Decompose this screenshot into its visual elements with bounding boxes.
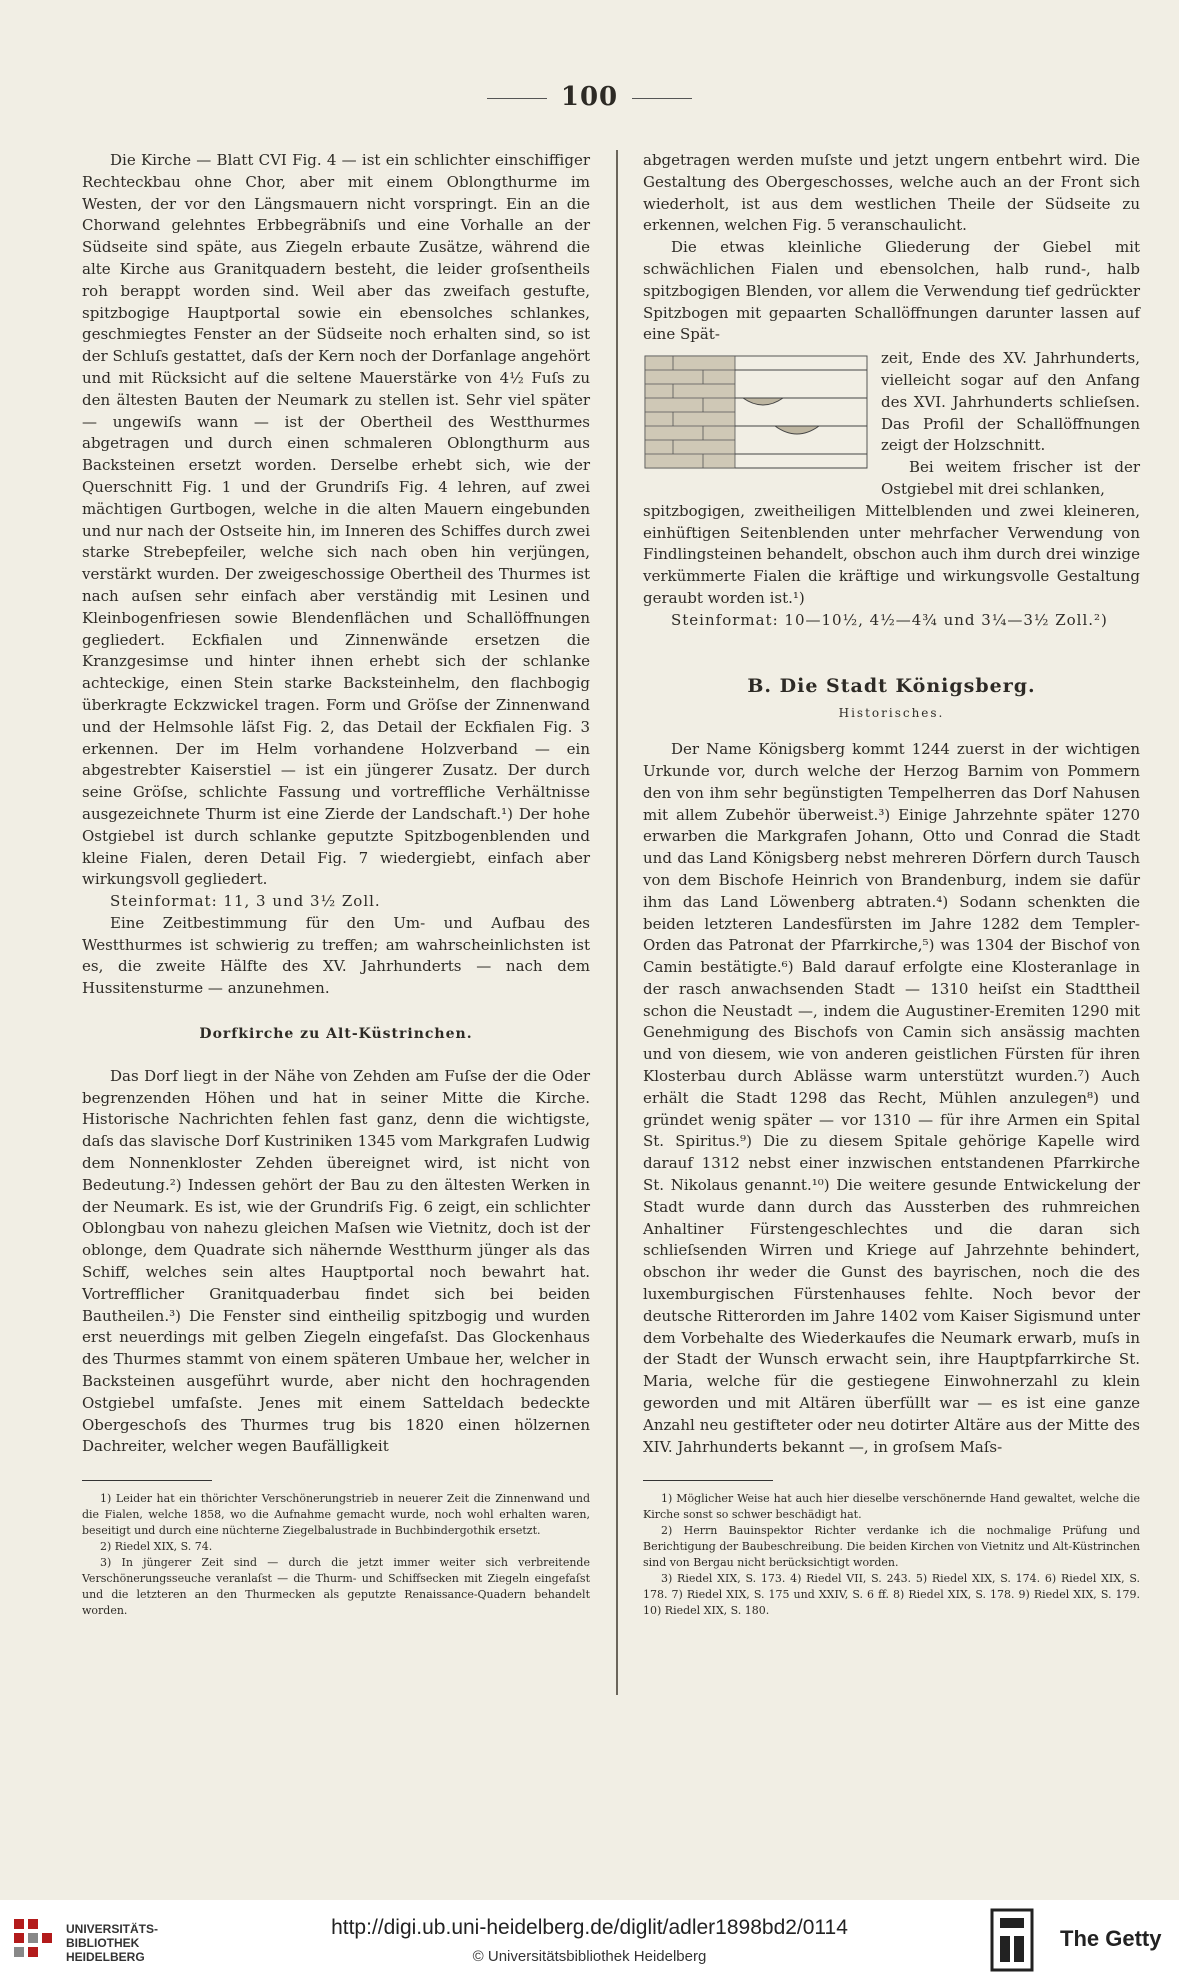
section-heading: B. Die Stadt Königsberg. <box>747 674 1036 697</box>
getty-name: The Getty <box>1060 1926 1162 1951</box>
figure-block <box>643 348 1140 501</box>
profile-woodcut-figure <box>643 348 871 476</box>
paragraph: zeit, Ende des XV. Jahrhunderts, vielleicht sogar auf den Anfang des XVI. Jahrhunderts schlieſsen. Das Profil der Schallöffnungen zeigt der Holzschnitt. <box>881 349 1140 455</box>
left-column <box>82 150 590 1619</box>
footnote: 3) Riedel XIX, S. 173. 4) Riedel VII, S. 243. 5) Riedel XIX, S. 174. 6) Riedel XIX, S. 178. 7) Riedel XIX, S. 175 und XXIV, S. 6 ff. 8) Riedel XIX, S. 178. 9) Riedel XIX, S. 179. 10) Riedel XIX, S. 180. <box>643 1572 1140 1618</box>
footnotes-right <box>643 1491 1140 1619</box>
header-rule-left <box>487 98 547 99</box>
brick-profile-illustration <box>643 348 871 476</box>
footnote: 1) Möglicher Weise hat auch hier dieselbe verschönernde Hand gewaltet, welche die Kirche sonst so schwer beschädigt hat. <box>643 1492 1140 1522</box>
paragraph: Bei weitem frischer ist der Ostgiebel mit drei schlanken, <box>881 458 1140 498</box>
footnote: 2) Herrn Bauinspektor Richter verdanke ich die nochmalige Prüfung und Berichtigung der Baubeschreibung. Die beiden Kirchen von Vietnitz und Alt-Küstrinchen sind von Bergau nicht berücksichtigt worden. <box>643 1524 1140 1570</box>
stone-format-line: Steinformat: 10—10½, 4½—4¾ und 3¼—3½ Zoll.²) <box>671 610 1108 629</box>
subheading: Historisches. <box>838 706 945 721</box>
footnote: 1) Leider hat ein thörichter Verschönerungstrieb in neuerer Zeit die Zinnenwand und die Fialen, welche 1858, wo die Aufnahme gemacht wurde, noch wohl erhalten waren, beseitigt und durch eine nüchterne Ziegelbalustrade in Buchbindergothik ersetzt. <box>82 1492 590 1538</box>
footnote: 2) Riedel XIX, S. 74. <box>100 1540 213 1554</box>
paragraph: abgetragen werden muſste und jetzt ungern entbehrt wird. Die Gestaltung des Obergeschosses, welche auch an der Front sich wiederholt, ist aus dem westlichen Theile der Südseite zu erkennen, welchen Fig. 5 veranschaulicht. <box>643 151 1140 235</box>
getty-logo-icon <box>990 1908 1034 1972</box>
footnote: 3) In jüngerer Zeit sind — durch die jetzt immer weiter sich verbreitende Verschönerungsseuche veranlaſst — die Thurm- und Schiffsecken mit Ziegeln eingefaſst und die letzteren an den Thurmecken als geputzte Renaissance-Quadern behandelt worden. <box>82 1556 590 1618</box>
page-number <box>0 82 1179 112</box>
paragraph: Die Kirche — Blatt CVI Fig. 4 — ist ein schlichter einschiffiger Rechteckbau ohne Chor, aber mit einem Oblongthurme im Westen, der vor den Längsmauern nicht vorspringt. Ein an die Chorwand gelehntes Erbbegräbniſs und eine Vorhalle an der Südseite sind späte, aus Ziegeln erbaute Zusätze, während die alte Kirche aus Granitquadern besteht, die leider groſsentheils roh berappt worden sind. Weil aber das zweifach gestufte, spitzbogige Hauptportal sowie ein ebensolches schlankes, geschmiegtes Fenster an der Südseite noch erhalten sind, so ist der Schluſs gestattet, daſs der Kern noch der Dorfanlage angehört und mit Rücksicht auf die seltene Mauerstärke von 4½ Fuſs zu den ältesten Bauten der Neumark zu stellen ist. Sehr viel später — ungewiſs wann — ist der Obertheil des Westthurmes abgetragen und durch einen schmaleren Oblongthurm aus Backsteinen ersetzt worden. Derselbe erhebt sich, wie der Querschnitt Fig. 1 und der Grundriſs Fig. 4 lehren, auf zwei mächtigen Gurtbogen, welche in die alten Mauern eingebunden und nur nach der Ostseite hin, im Inneren des Schiffes durch zwei starke Strebepfeiler, welche sich nach oben hin verjüngen, verstärkt wurden. Der zweigeschossige Obertheil des Thurmes ist nach auſsen sehr einfach aber verständig mit Lesinen und Kleinbogenfriesen sowie Blendenflächen und Schallöffnungen gegliedert. Eckfialen und Zinnenwände ersetzen die Kranzgesimse und hinter ihnen erhebt sich der schlanke achteckige, einen Stein starke Backsteinhelm, den flachbogig überkragte Eckzwickel tragen. Form und Gröſse der Zinnenwand und der Helmsohle läſst Fig. 2, das Detail der Eckfialen Fig. 3 erkennen. Der im Helm vorhandene Holzverband — ein abgestrebter Kaiserstiel — ist ein jüngerer Zusatz. Der durch seine Gröſse, schlichte Fassung und vortreffliche Verhältnisse ausgezeichnete Thurm ist eine Zierde der Landschaft.¹) Der hohe Ostgiebel ist durch schlanke geputzte Spitzbogenblenden und kleine Fialen, deren Detail Fig. 7 wiedergiebt, einfach aber wirkungsvoll gegliedert. <box>82 151 590 889</box>
paragraph: Eine Zeitbestimmung für den Um- und Aufbau des Westthurmes ist schwierig zu treffen; am wahrscheinlichsten ist es, die zweite Hälfte des XV. Jahrhunderts — nach dem Hussitensturme — anzunehmen. <box>82 913 590 998</box>
paragraph: Der Name Königsberg kommt 1244 zuerst in der wichtigen Urkunde vor, durch welche der Herzog Barnim von Pommern den von ihm sehr begünstigten Tempelherren das Dorf Nahusen mit allem Zubehör überweist.³) Einige Jahrzehnte später 1270 erwarben die Markgrafen Johann, Otto und Conrad die Stadt und das Land Königsberg nebst mehreren Dörfern durch Tausch von dem Bischofe Heinrich von Brandenburg, indem sie dafür ihm das Land Löwenberg abtraten.⁴) Sodann schenkten die beiden letzteren Landesfürsten im Jahre 1282 dem Templer-Orden das Patronat der Pfarrkirche,⁵) was 1304 der Bischof von Camin bestätigte.⁶) Bald darauf erfolgte eine Klosteranlage in der rasch anwachsenden Stadt — 1310 heiſst ein Stadttheil schon die Neustadt —, indem die Augustiner-Eremiten 1290 mit Genehmigung des Bischofs von Camin sich ansässig machten und von diesem, wie von anderen geistlichen Fürsten für ihren Klosterbau durch Ablässe warm unterstützt wurden.⁷) Auch erhält die Stadt 1298 das Recht, Mühlen anzulegen⁸) und gründet wenig später — vor 1310 — für ihre Armen ein Spital St. Spiritus.⁹) Die zu diesem Spitale gehörige Kapelle wird darauf 1312 nebst einer inzwischen entstandenen Pfarrkirche St. Nikolaus genannt.¹⁰) Die weitere gesunde Entwickelung der Stadt wurde dann durch das Aussterben des ruhmreichen Anhaltiner Fürstengeschlechtes und die daran sich schlieſsenden Wirren und Kriege auf Jahrzehnte behindert, obschon ihr weder die Gunst des bayrischen, noch die des luxemburgischen Fürstenhauses fehlte. Noch bevor der deutsche Ritterorden im Jahre 1402 vom Kaiser Sigismund unter dem Vorbehalte des Wiederkaufes die Neumark erwarb, muſs in der Stadt der Wunsch erwacht sein, ihre Hauptpfarrkirche St. Maria, welche für die gestiegene Einwohnerzahl zu klein geworden und mit Altären überfüllt war — es ist eine ganze Anzahl neu gestifteter oder neu dotirter Altäre aus der Mitte des XIV. Jahrhunderts bekannt —, in groſsem Maſs- <box>643 740 1140 1456</box>
library-name: UNIVERSITÄTS- BIBLIOTHEK HEIDELBERG <box>66 1922 159 1964</box>
paragraph: Die etwas kleinliche Gliederung der Giebel mit schwächlichen Fialen und ebensolchen, halb rund-, halb spitzbogigen Blenden, vor allem die Verwendung tief gedrückter Spitzbogen mit gepaarten Schallöffnungen darunter lassen auf eine Spät- <box>643 238 1140 344</box>
document-url-link[interactable]: http://digi.ub.uni-heidelberg.de/diglit/adler1898bd2/0114 <box>331 1916 848 1939</box>
page-number-text: 100 <box>560 82 619 112</box>
footnote-separator <box>643 1480 773 1481</box>
figure-side-text <box>881 348 1140 501</box>
footer-bar <box>0 1900 1179 1980</box>
section-heading: Dorfkirche zu Alt-Küstrinchen. <box>199 1026 473 1043</box>
copyright-text: © Universitätsbibliothek Heidelberg <box>472 1948 707 1965</box>
stone-format-line: Steinformat: 11, 3 und 3½ Zoll. <box>110 892 381 911</box>
footnotes-left <box>82 1491 590 1619</box>
column-divider <box>616 150 618 1695</box>
footnote-separator <box>82 1480 212 1481</box>
paragraph: Das Dorf liegt in der Nähe von Zehden am Fuſse der die Oder begrenzenden Höhen und hat in seiner Mitte die Kirche. Historische Nachrichten fehlen fast ganz, denn die wichtigste, daſs das slavische Dorf Kustriniken 1345 vom Markgrafen Ludwig dem Nonnenkloster Zehden übereignet wird, ist nicht von Bedeutung.²) Indessen gehört der Bau zu den ältesten Werken in der Neumark. Es ist, wie der Grundriſs Fig. 6 zeigt, ein schlichter Oblongbau von nahezu gleichen Maſsen wie Vietnitz, doch ist der oblonge, dem Quadrate sich nähernde Westthurm jünger als das Schiff, welches sein altes Hauptportal noch bewahrt hat. Vortrefflicher Granitquaderbau findet sich bei beiden Bautheilen.³) Die Fenster sind eintheilig spitzbogig und wurden erst neuerdings mit gelben Ziegeln eingefaſst. Das Glockenhaus des Thurmes stammt von einem späteren Umbaue her, welcher in Backsteinen ausgeführt wurde, aber nicht den hochragenden Ostgiebel umfaſste. Jenes mit einem Satteldach bedeckte Obergeschoſs des Thurmes trug bis 1820 einen hölzernen Dachreiter, welcher wegen Baufälligkeit <box>82 1066 590 1456</box>
paragraph: spitzbogigen, zweitheiligen Mittelblenden und zwei kleineren, einhüftigen Seitenblenden unter mehrfacher Verwendung von Findlingsteinen behandelt, obschon auch ihm durch drei winzige verkümmerte Fialen die kräftige und wirkungsvolle Gestaltung geraubt worden ist.¹) <box>643 501 1140 607</box>
right-column <box>643 150 1140 1619</box>
header-rule-right <box>632 98 692 99</box>
